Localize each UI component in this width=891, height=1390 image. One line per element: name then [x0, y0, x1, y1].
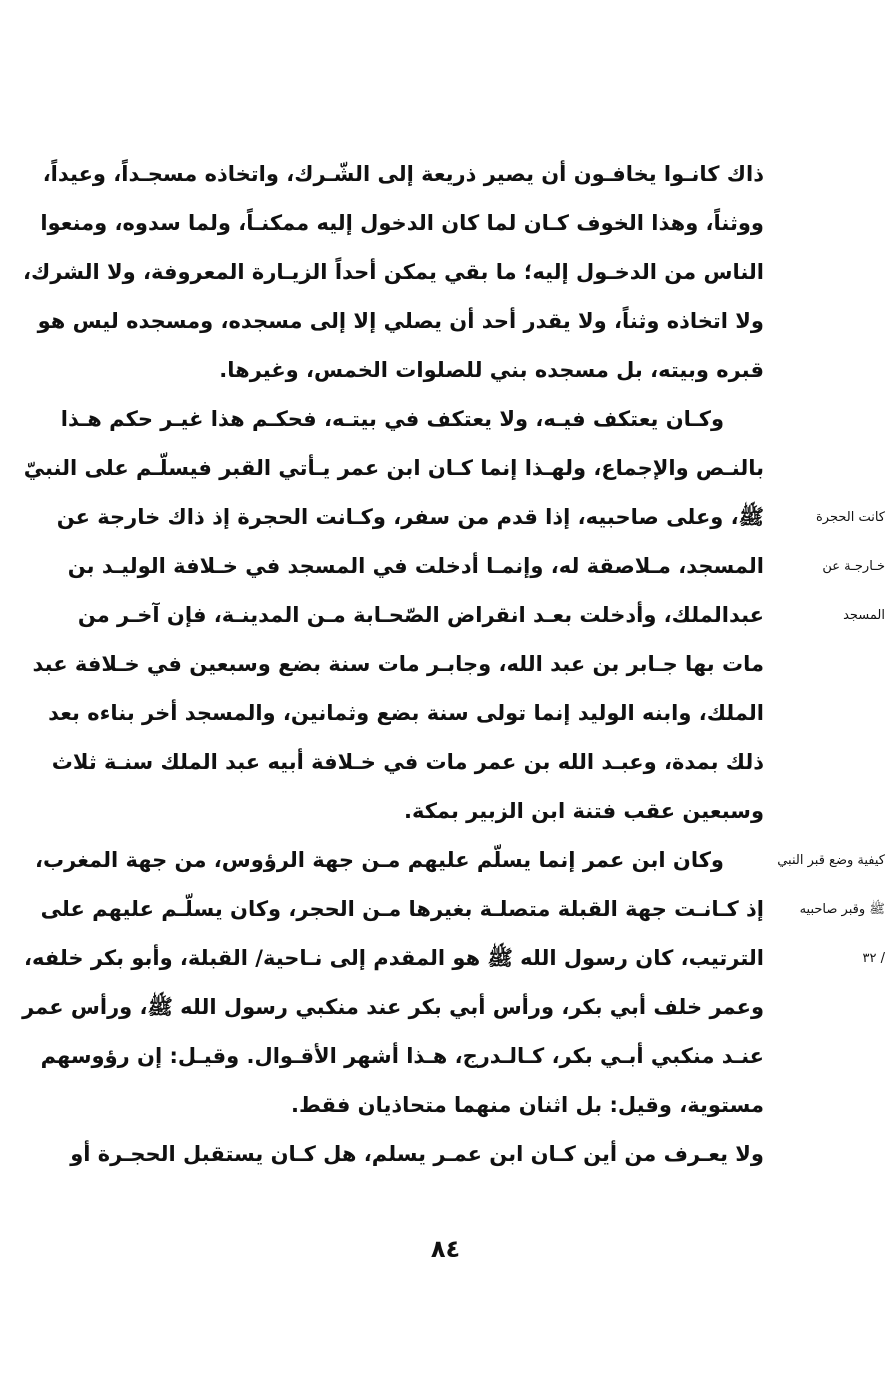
margin-note: / ٣٢: [862, 951, 885, 966]
text-line: المسجد، مـلاصقة له، وإنمـا أدخلت في المسجد في خـلافة الوليـد بن: [67, 554, 764, 578]
text-line: الترتيب، كان رسول الله ﷺ هو المقدم إلى نـاحية/ القبلة، وأبو بكر خلفه،: [24, 946, 764, 970]
text-line: الناس من الدخـول إليه؛ ما بقي يمكن أحداً الزيـارة المعروفة، ولا الشرك،: [22, 260, 764, 284]
text-line: مستوية، وقيل: بل اثنان منهما متحاذيان فقط.: [291, 1093, 764, 1117]
margin-note: ﷺ وقبر صاحبيه: [799, 902, 885, 917]
margin-note: كيفية وضع قبر النبي: [777, 853, 885, 868]
text-line: ولا اتخاذه وثناً، ولا يقدر أحد أن يصلي إلا إلى مسجده، ومسجده ليس هو: [37, 309, 764, 333]
margin-note: خـارجـة عن: [822, 559, 885, 574]
margin-note: المسجد: [843, 608, 885, 623]
margin-note: كانت الحجرة: [815, 510, 885, 525]
text-line: وكان ابن عمر إنما يسلّم عليهم مـن جهة الرؤوس، من جهة المغرب،: [35, 848, 724, 872]
text-line: وعمر خلف أبي بكر، ورأس أبي بكر عند منكبي رسول الله ﷺ، ورأس عمر: [22, 995, 764, 1019]
text-line: الملك، وابنه الوليد إنما تولى سنة بضع وثمانين، والمسجد أخر بناءه بعد: [48, 701, 764, 725]
text-line: ذلك بمدة، وعبـد الله بن عمر مات في خـلافة أبيه عبد الملك سنـة ثلاث: [51, 750, 764, 774]
text-line: إذ كـانـت جهة القبلة متصلـة بغيرها مـن الحجر، وكان يسلّـم عليهم على: [40, 897, 764, 921]
page-number: ٨٤: [430, 1235, 461, 1263]
text-line: مات بها جـابر بن عبد الله، وجابـر مات سنة بضع وسبعين في خـلافة عبد: [32, 652, 764, 676]
text-line: ولا يعـرف من أين كـان ابن عمـر يسلم، هل كـان يستقبل الحجـرة أو: [70, 1142, 764, 1166]
text-line: ﷺ، وعلى صاحبيه، إذا قدم من سفر، وكـانت الحجرة إذ ذاك خارجة عن: [56, 505, 764, 529]
text-line: وسبعين عقب فتنة ابن الزبير بمكة.: [403, 799, 764, 823]
text-line: ووثناً، وهذا الخوف كـان لما كان الدخول إليه ممكنـاً، ولما سدوه، ومنعوا: [40, 211, 764, 235]
main-text: [22, 150, 764, 1179]
text-line: قبره وبيته، بل مسجده بني للصلوات الخمس، وغيرها.: [219, 358, 764, 382]
text-line: عنـد منكبي أبـي بكر، كـالـدرج، هـذا أشهر الأقـوال. وقيـل: إن رؤوسهم: [40, 1044, 764, 1068]
text-line: عبدالملك، وأدخلت بعـد انقراض الصّحـابة مـن المدينـة، فإن آخـر من: [77, 603, 764, 627]
text-line: ذاك كانـوا يخافـون أن يصير ذريعة إلى الشّـرك، واتخاذه مسجـداً، وعيداً،: [42, 162, 764, 186]
text-line: وكـان يعتكف فيـه، ولا يعتكف في بيتـه، فحكـم هذا غيـر حكم هـذا: [60, 407, 724, 431]
text-line: بالنـص والإجماع، ولهـذا إنما كـان ابن عمر يـأتي القبر فيسلّـم على النبيّ: [23, 456, 764, 480]
